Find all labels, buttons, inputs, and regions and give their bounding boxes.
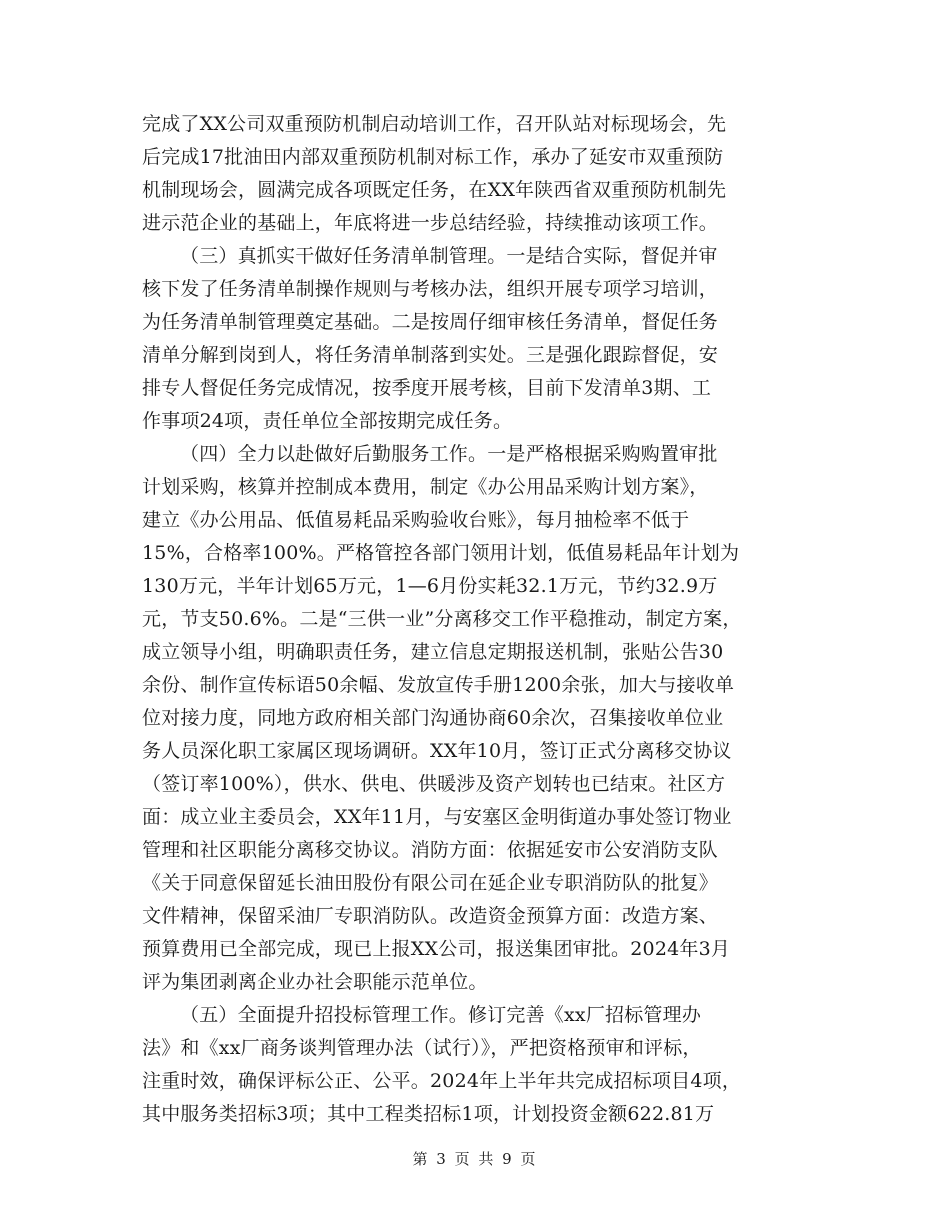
section-heading-line: （五）全面提升招投标管理工作。修订完善《xx厂招标管理办 (180, 1004, 702, 1026)
section-heading-line: （四）全力以赴做好后勤服务工作。一是严格根据采购购置审批 (180, 443, 718, 465)
text-line: 完成了XX公司双重预防机制启动培训工作，召开队站对标现场会，先 (142, 113, 727, 135)
section-heading-line: （三）真抓实干做好任务清单制管理。一是结合实际，督促并审 (180, 245, 718, 267)
text-line: 评为集团剥离企业办社会职能示范单位。 (142, 971, 488, 993)
text-line: 面：成立业主委员会，XX年11月，与安塞区金明街道办事处签订物业 (142, 806, 732, 828)
text-line: 注重时效，确保评标公正、公平。2024年上半年共完成招标项目4项， (142, 1070, 742, 1092)
text-line: 为任务清单制管理奠定基础。二是按周仔细审核任务清单，督促任务 (142, 311, 719, 333)
text-line: 管理和社区职能分离移交协议。消防方面：依据延安市公安消防支队 (142, 839, 719, 861)
text-line: 务人员深化职工家属区现场调研。XX年10月，签订正式分离移交协议 (142, 740, 732, 762)
text-line: 位对接力度，同地方政府相关部门沟通协商60余次，召集接收单位业 (142, 707, 724, 729)
text-line: 进示范企业的基础上，年底将进一步总结经验，持续推动该项工作。 (142, 212, 719, 234)
page-number-footer: 第 3 页 共 9 页 (412, 1150, 538, 1168)
text-line: 130万元，半年计划65万元，1—6月份实耗32.1万元，节约32.9万 (142, 575, 718, 597)
text-line: 余份、制作宣传标语50余幅、发放宣传手册1200余张，加大与接收单 (142, 674, 735, 696)
text-line: 15%，合格率100%。严格管控各部门领用计划，低值易耗品年计划为 (142, 542, 740, 564)
text-line: 元，节支50.6%。二是“三供一业”分离移交工作平稳推动，制定方案， (142, 608, 742, 630)
text-line: （签订率100%），供水、供电、供暖涉及资产划转也已结束。社区方 (142, 773, 726, 795)
text-line: 机制现场会，圆满完成各项既定任务，在XX年陕西省双重预防机制先 (142, 179, 727, 201)
text-line: 计划采购，核算并控制成本费用，制定《办公用品采购计划方案》， (142, 476, 709, 498)
text-line: 清单分解到岗到人，将任务清单制落到实处。三是强化跟踪督促，安 (142, 344, 719, 366)
text-line: 其中服务类招标3项；其中工程类招标1项，计划投资金额622.81万 (142, 1103, 715, 1125)
text-line: 预算费用已全部完成，现已上报XX公司，报送集团审批。2024年3月 (142, 938, 731, 960)
document-body (142, 108, 812, 1131)
text-line: 作事项24项，责任单位全部按期完成任务。 (142, 410, 513, 432)
text-line: 核下发了任务清单制操作规则与考核办法，组织开展专项学习培训， (142, 278, 719, 300)
text-line: 成立领导小组，明确职责任务，建立信息定期报送机制，张贴公告30 (142, 641, 724, 663)
text-line: 排专人督促任务完成情况，按季度开展考核，目前下发清单3期、工 (142, 377, 712, 399)
text-line: 文件精神，保留采油厂专职消防队。改造资金预算方面：改造方案、 (142, 905, 719, 927)
text-line: 《关于同意保留延长油田股份有限公司在延企业专职消防队的批复》 (142, 872, 719, 894)
text-line: 后完成17批油田内部双重预防机制对标工作，承办了延安市双重预防 (142, 146, 724, 168)
text-line: 建立《办公用品、低值易耗品采购验收台账》，每月抽检率不低于 (142, 509, 690, 531)
text-line: 法》和《xx厂商务谈判管理办法（试行）》，严把资格预审和评标， (142, 1037, 702, 1059)
